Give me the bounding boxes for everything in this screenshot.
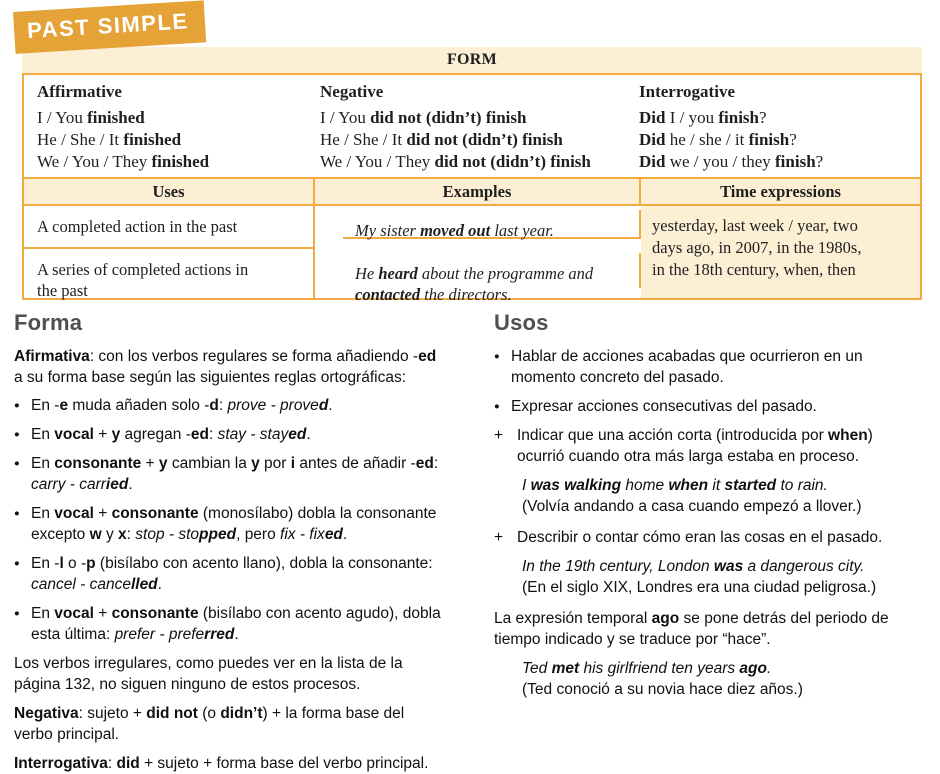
uses-column-header: Uses <box>24 179 315 206</box>
usos-plus-text: Indicar que una acción corta (introducida por when) ocurrió cuando otra más larga estaba en proceso. <box>517 427 873 465</box>
example-block <box>522 658 932 700</box>
usos-plus-text: Describir o contar cómo eran las cosas en el pasado. <box>517 529 883 546</box>
bullet-icon: ● <box>14 558 20 569</box>
negative-line: I / You did not (didn’t) finish <box>320 108 527 127</box>
plus-icon: + <box>494 529 504 546</box>
usos-bullet-item <box>494 346 932 388</box>
example-english: I was walking home when it started to rain. <box>522 477 828 494</box>
interrogative-line: Did I / you finish? <box>639 108 767 127</box>
negative-header: Negative <box>320 82 384 101</box>
examples-column-header: Examples <box>315 179 641 206</box>
interrogative-line: Did he / she / it finish? <box>639 130 797 149</box>
forma-bullet-item <box>14 453 464 495</box>
usos-bullet-text: Expresar acciones consecutivas del pasado. <box>511 398 817 415</box>
form-column-interrogative <box>639 82 920 177</box>
bullet-icon: ● <box>14 400 20 411</box>
forma-negativa-rule: Negativa: sujeto + did not (o didn’t) + la forma base del verbo principal. <box>14 705 405 743</box>
forma-bullet-text: En -l o -p (bisílabo con acento llano), dobla la consonante: cancel - cancelled. <box>31 555 433 593</box>
grammar-table <box>22 47 922 304</box>
forma-section <box>14 311 464 774</box>
example-english: In the 19th century, London was a dangerous city. <box>522 558 865 575</box>
form-column-negative <box>320 82 639 177</box>
bullet-icon: ● <box>14 508 20 519</box>
usos-plus-item <box>494 527 932 548</box>
example-block <box>522 475 932 517</box>
form-header-band <box>22 47 922 73</box>
forma-bullet-text: En -e muda añaden solo -d: prove - proved. <box>31 397 333 414</box>
interrogative-line: Did we / you / they finish? <box>639 152 824 171</box>
bullet-icon: ● <box>14 458 20 469</box>
example-english: Ted met his girlfriend ten years ago. <box>522 660 772 677</box>
example-spanish: (Ted conoció a su novia hace diez años.) <box>522 681 803 698</box>
usos-heading: Usos <box>494 310 549 335</box>
interrogative-header: Interrogative <box>639 82 735 101</box>
forma-bullet-item <box>14 603 464 645</box>
time-expressions-cell: yesterday, last week / year, two days ago, in 2007, in the 1980s, in the 18th century, when, then <box>641 206 920 298</box>
forma-interrogativa-rule: Interrogativa: did + sujeto + forma base del verbo principal. <box>14 755 429 772</box>
forma-bullet-text: En vocal + consonante (bisílabo con acento agudo), dobla esta última: prefer - preferred. <box>31 605 441 643</box>
usos-section <box>494 311 932 774</box>
forma-irregular-note: Los verbos irregulares, como puedes ver en la lista de la página 132, no siguen ninguno de estos procesos. <box>14 655 403 693</box>
time-expressions-column-header: Time expressions <box>641 179 920 206</box>
example-spanish: (Volvía andando a casa cuando empezó a llover.) <box>522 498 862 515</box>
affirmative-line: He / She / It finished <box>37 130 182 149</box>
forma-bullet-item <box>14 395 464 416</box>
explanation-columns <box>14 311 932 774</box>
form-title: FORM <box>446 51 498 68</box>
negative-line: He / She / It did not (didn’t) finish <box>320 130 563 149</box>
usos-ago-paragraph: La expresión temporal ago se pone detrás del periodo de tiempo indicado y se traduce por “hace”. <box>494 610 889 648</box>
forma-heading: Forma <box>14 310 83 335</box>
form-body <box>22 73 922 179</box>
forma-bullet-item <box>14 424 464 445</box>
forma-bullet-text: En vocal + y agregan -ed: stay - stayed. <box>31 426 311 443</box>
forma-bullet-text: En consonante + y cambian la y por i antes de añadir -ed: carry - carried. <box>31 455 439 493</box>
example-cell: He heard about the programme and contacted the directors. <box>343 253 641 288</box>
forma-bullet-item <box>14 553 464 595</box>
forma-intro: Afirmativa: con los verbos regulares se forma añadiendo -ed a su forma base según las siguientes reglas ortográficas: <box>14 348 437 386</box>
use-cell: A series of completed actions in the past <box>24 249 315 298</box>
example-block <box>522 556 932 598</box>
use-cell: A completed action in the past <box>24 206 315 249</box>
forma-bullet-text: En vocal + consonante (monosílabo) dobla la consonante excepto w y x: stop - stopped, pero fix - fixed. <box>31 505 437 543</box>
usos-bullet-text: Hablar de acciones acabadas que ocurrieron en un momento concreto del pasado. <box>511 348 863 386</box>
affirmative-line: We / You / They finished <box>37 152 210 171</box>
usos-bullet-item <box>494 396 932 417</box>
bullet-icon: ● <box>494 351 500 362</box>
uses-table <box>22 179 922 304</box>
bullet-icon: ● <box>14 608 20 619</box>
forma-bullet-item <box>14 503 464 545</box>
bullet-icon: ● <box>494 401 500 412</box>
plus-icon: + <box>494 427 504 444</box>
past-simple-badge <box>13 0 206 54</box>
example-spanish: (En el siglo XIX, Londres era una ciudad peligrosa.) <box>522 579 877 596</box>
negative-line: We / You / They did not (didn’t) finish <box>320 152 591 171</box>
badge-label: PAST SIMPLE <box>26 8 190 44</box>
example-cell: My sister moved out last year. <box>343 210 641 239</box>
bullet-icon: ● <box>14 429 20 440</box>
affirmative-line: I / You finished <box>37 108 145 127</box>
affirmative-header: Affirmative <box>37 82 122 101</box>
form-column-affirmative <box>37 82 320 177</box>
usos-plus-item <box>494 425 932 467</box>
